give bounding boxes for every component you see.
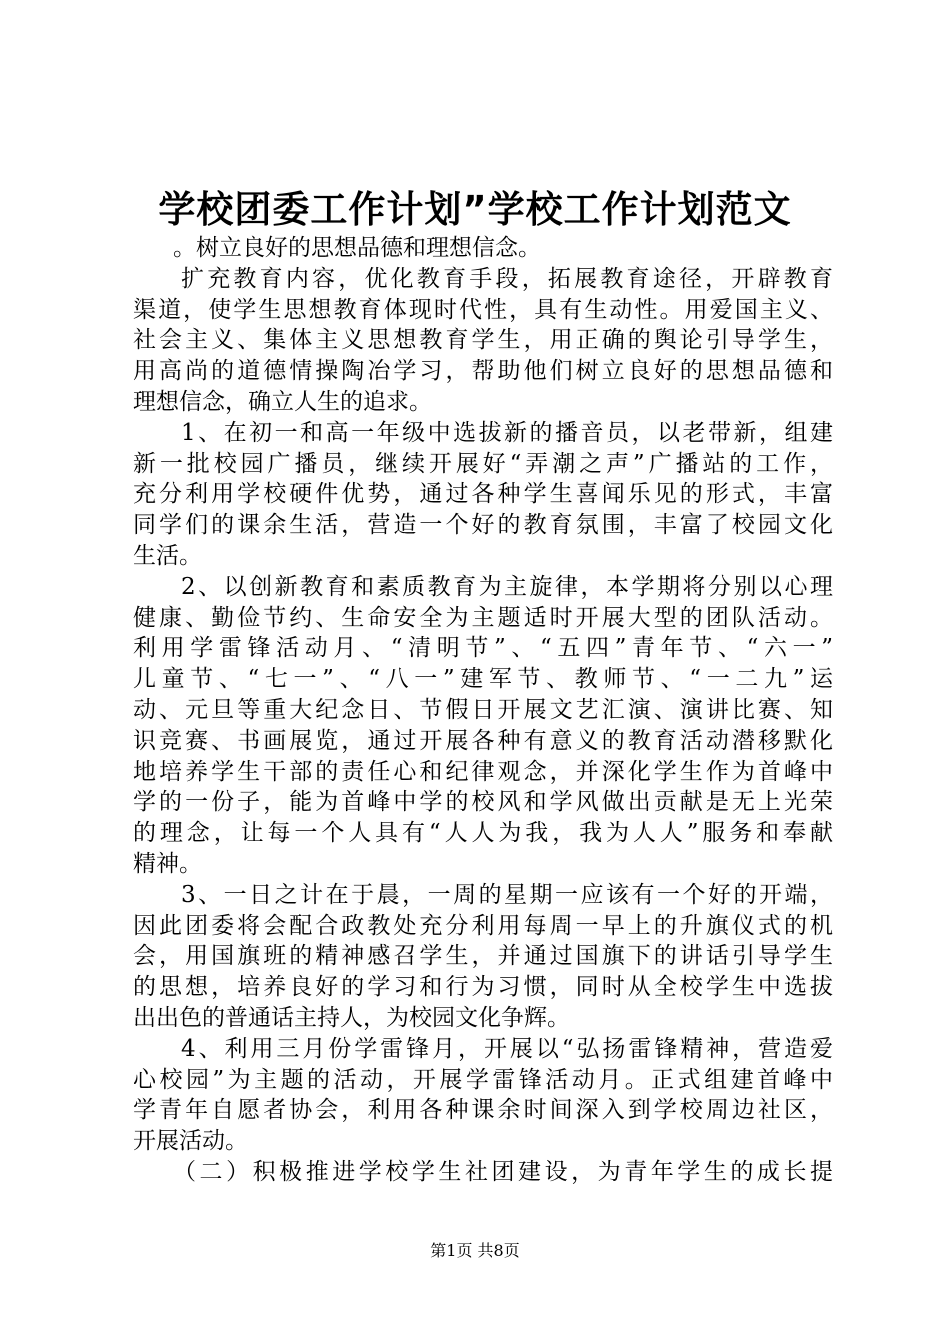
body-line: 同学们的课余生活，营造一个好的教育氛围，丰富了校园文化 [133,512,833,539]
body-line: 1、在初一和高一年级中选拔新的播音员，以老带新，组建 [181,419,833,446]
body-line: 3、一日之计在于晨，一周的星期一应该有一个好的开端， [181,881,833,908]
body-line: 4、利用三月份学雷锋月，开展以“弘扬雷锋精神，营造爱 [181,1035,833,1062]
body-line: 精神。 [133,850,202,877]
body-line: 健康、勤俭节约、生命安全为主题适时开展大型的团队活动。 [133,604,833,631]
body-line: 出出色的普通话主持人，为校园文化争辉。 [133,1004,570,1031]
body-line: 充分利用学校硬件优势，通过各种学生喜闻乐见的形式，丰富 [133,481,833,508]
body-line: 。树立良好的思想品德和理想信念。 [173,235,541,261]
body-line: 学青年自愿者协会，利用各种课余时间深入到学校周边社区， [133,1097,833,1124]
body-line: 因此团委将会配合政教处充分利用每周一早上的升旗仪式的机 [133,912,833,939]
page-footer: 第1页 共8页 [430,1241,520,1260]
body-line: 的思想，培养良好的学习和行为习惯，同时从全校学生中选拔 [133,974,833,1001]
body-line: 新一批校园广播员，继续开展好“弄潮之声”广播站的工作， [133,450,833,477]
body-line: 识竞赛、书画展览，通过开展各种有意义的教育活动潜移默化 [133,727,833,754]
body-line: 学的一份子，能为首峰中学的校风和学风做出贡献是无上光荣 [133,789,833,816]
body-line: 扩充教育内容，优化教育手段，拓展教育途径，开辟教育 [181,265,833,292]
body-line: 地培养学生干部的责任心和纪律观念，并深化学生作为首峰中 [133,758,833,785]
body-line: 用高尚的道德情操陶冶学习，帮助他们树立良好的思想品德和 [133,358,833,385]
body-line: 动、元旦等重大纪念日、节假日开展文艺汇演、演讲比赛、知 [133,696,833,723]
body-line: 渠道，使学生思想教育体现时代性，具有生动性。用爱国主义、 [133,296,833,323]
body-line: 理想信念，确立人生的追求。 [133,388,432,415]
body-line: 的理念，让每一个人具有“人人为我，我为人人”服务和奉献 [133,820,833,847]
body-line: （二）积极推进学校学生社团建设，为青年学生的成长提 [173,1158,833,1185]
document-title: 学校团委工作计划”学校工作计划范文 [158,188,792,231]
body-line: 社会主义、集体主义思想教育学生，用正确的舆论引导学生， [133,327,833,354]
body-line: 开展活动。 [133,1128,248,1155]
body-line: 2、以创新教育和素质教育为主旋律，本学期将分别以心理 [181,573,833,600]
document-body [133,233,833,1188]
body-line: 生活。 [133,542,202,569]
body-line: 会，用国旗班的精神感召学生，并通过国旗下的讲话引导学生 [133,943,833,970]
body-line: 心校园”为主题的活动，开展学雷锋活动月。正式组建首峰中 [133,1066,833,1093]
body-line: 利用学雷锋活动月、“清明节”、“五四”青年节、“六一” [133,635,833,662]
body-line: 儿童节、“七一”、“八一”建军节、教师节、“一二九”运 [133,666,833,693]
